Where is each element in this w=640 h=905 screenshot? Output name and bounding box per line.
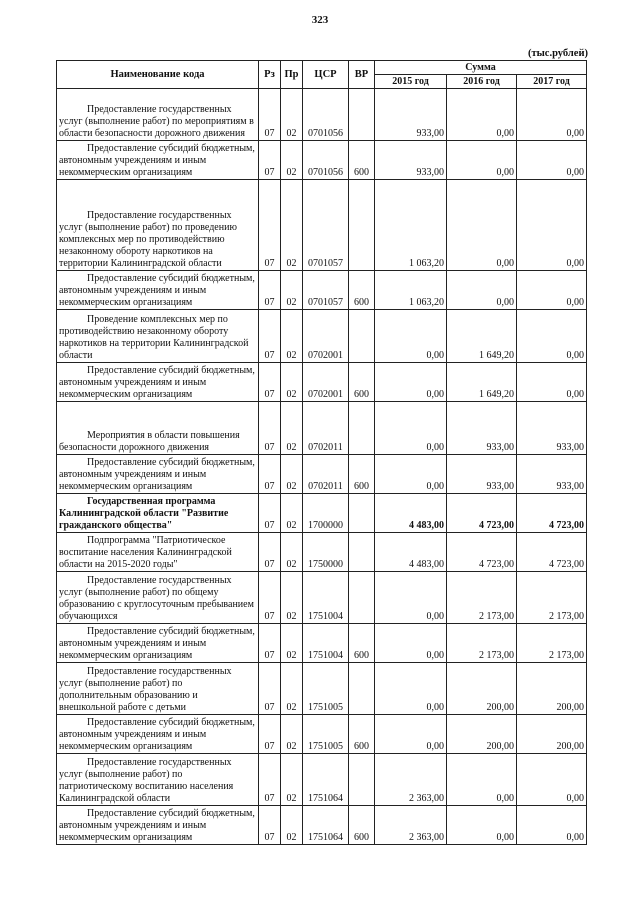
row-vr: 600 [349, 624, 375, 663]
row-csr: 1751064 [303, 806, 349, 845]
row-name: Предоставление государственных услуг (выполнение работ) по мероприятиям в области безопасности дорожного движения [57, 89, 259, 141]
row-2015: 0,00 [375, 402, 447, 455]
row-rz: 07 [259, 180, 281, 271]
row-name: Мероприятия в области повышения безопасности дорожного движения [57, 402, 259, 455]
row-2017: 200,00 [517, 663, 587, 715]
row-vr [349, 572, 375, 624]
row-2016: 200,00 [447, 663, 517, 715]
row-2016: 2 173,00 [447, 572, 517, 624]
table-row [57, 663, 587, 715]
row-rz: 07 [259, 624, 281, 663]
row-name: Предоставление субсидий бюджетным, автономным учреждениям и иным некоммерческим организациям [57, 806, 259, 845]
row-vr [349, 180, 375, 271]
row-pr: 02 [281, 715, 303, 754]
row-vr [349, 310, 375, 363]
row-pr: 02 [281, 271, 303, 310]
row-rz: 07 [259, 663, 281, 715]
row-csr: 1750000 [303, 533, 349, 572]
table-row [57, 141, 587, 180]
row-2015: 0,00 [375, 663, 447, 715]
row-name: Подпрограмма "Патриотическое воспитание населения Калининградской области на 2015-2020 годы" [57, 533, 259, 572]
row-name: Государственная программа Калининградской области "Развитие гражданского общества" [57, 494, 259, 533]
row-rz: 07 [259, 572, 281, 624]
row-rz: 07 [259, 455, 281, 494]
header-pr: Пр [281, 61, 303, 89]
row-pr: 02 [281, 455, 303, 494]
row-2017: 0,00 [517, 363, 587, 402]
row-name: Предоставление государственных услуг (выполнение работ) по проведению комплексных мер по противодействию незаконному обороту наркотиков на территории Калининградской области [57, 180, 259, 271]
row-vr: 600 [349, 455, 375, 494]
row-vr [349, 89, 375, 141]
table-row [57, 533, 587, 572]
row-2016: 0,00 [447, 754, 517, 806]
row-vr [349, 494, 375, 533]
row-2017: 2 173,00 [517, 572, 587, 624]
row-2015: 0,00 [375, 310, 447, 363]
row-rz: 07 [259, 533, 281, 572]
row-2017: 200,00 [517, 715, 587, 754]
row-2017: 2 173,00 [517, 624, 587, 663]
row-2017: 0,00 [517, 310, 587, 363]
row-name: Предоставление субсидий бюджетным, автономным учреждениям и иным некоммерческим организациям [57, 624, 259, 663]
table-row [57, 455, 587, 494]
row-name: Предоставление субсидий бюджетным, автономным учреждениям и иным некоммерческим организациям [57, 141, 259, 180]
row-csr: 0702011 [303, 402, 349, 455]
table-row [57, 310, 587, 363]
row-rz: 07 [259, 715, 281, 754]
row-rz: 07 [259, 89, 281, 141]
table-row [57, 494, 587, 533]
row-2015: 4 483,00 [375, 533, 447, 572]
row-pr: 02 [281, 363, 303, 402]
row-pr: 02 [281, 402, 303, 455]
header-2017: 2017 год [517, 75, 587, 89]
row-rz: 07 [259, 310, 281, 363]
row-2016: 933,00 [447, 455, 517, 494]
row-2015: 4 483,00 [375, 494, 447, 533]
row-pr: 02 [281, 141, 303, 180]
row-2015: 0,00 [375, 455, 447, 494]
row-csr: 1751005 [303, 663, 349, 715]
row-2015: 0,00 [375, 715, 447, 754]
row-pr: 02 [281, 806, 303, 845]
row-csr: 1751004 [303, 572, 349, 624]
table-body [57, 89, 587, 845]
row-2016: 1 649,20 [447, 363, 517, 402]
row-2015: 1 063,20 [375, 180, 447, 271]
row-vr: 600 [349, 271, 375, 310]
row-2015: 0,00 [375, 624, 447, 663]
row-pr: 02 [281, 624, 303, 663]
row-2017: 933,00 [517, 455, 587, 494]
row-csr: 0702001 [303, 310, 349, 363]
row-2015: 933,00 [375, 89, 447, 141]
header-vr: ВР [349, 61, 375, 89]
units-label: (тыс.рублей) [527, 48, 588, 59]
row-name: Предоставление государственных услуг (выполнение работ) по дополнительным образованию и внешкольной работе с детьми [57, 663, 259, 715]
table-row [57, 624, 587, 663]
row-2017: 0,00 [517, 806, 587, 845]
table-row [57, 89, 587, 141]
row-pr: 02 [281, 89, 303, 141]
row-rz: 07 [259, 363, 281, 402]
row-2016: 2 173,00 [447, 624, 517, 663]
row-csr: 1751005 [303, 715, 349, 754]
row-pr: 02 [281, 180, 303, 271]
row-2016: 4 723,00 [447, 494, 517, 533]
row-2016: 0,00 [447, 89, 517, 141]
row-csr: 0701056 [303, 89, 349, 141]
row-2017: 0,00 [517, 754, 587, 806]
row-vr: 600 [349, 141, 375, 180]
row-2015: 2 363,00 [375, 754, 447, 806]
row-2015: 2 363,00 [375, 806, 447, 845]
row-2015: 0,00 [375, 572, 447, 624]
row-vr [349, 663, 375, 715]
row-2017: 0,00 [517, 271, 587, 310]
row-2016: 0,00 [447, 141, 517, 180]
row-rz: 07 [259, 806, 281, 845]
row-2016: 0,00 [447, 180, 517, 271]
row-2015: 1 063,20 [375, 271, 447, 310]
table-row [57, 572, 587, 624]
row-name: Предоставление субсидий бюджетным, автономным учреждениям и иным некоммерческим организациям [57, 363, 259, 402]
row-csr: 1700000 [303, 494, 349, 533]
row-vr [349, 754, 375, 806]
row-rz: 07 [259, 141, 281, 180]
row-2015: 933,00 [375, 141, 447, 180]
row-2017: 0,00 [517, 141, 587, 180]
row-2017: 933,00 [517, 402, 587, 455]
header-2016: 2016 год [447, 75, 517, 89]
row-2016: 4 723,00 [447, 533, 517, 572]
row-name: Предоставление государственных услуг (выполнение работ) по общему образованию с круглосуточным пребыванием обучающихся [57, 572, 259, 624]
row-csr: 0701057 [303, 271, 349, 310]
table-row [57, 754, 587, 806]
table-row [57, 806, 587, 845]
row-2017: 0,00 [517, 89, 587, 141]
row-pr: 02 [281, 754, 303, 806]
row-pr: 02 [281, 663, 303, 715]
row-vr [349, 402, 375, 455]
row-2016: 0,00 [447, 271, 517, 310]
header-2015: 2015 год [375, 75, 447, 89]
row-pr: 02 [281, 494, 303, 533]
row-name: Предоставление субсидий бюджетным, автономным учреждениям и иным некоммерческим организациям [57, 715, 259, 754]
table-row [57, 271, 587, 310]
row-name: Предоставление субсидий бюджетным, автономным учреждениям и иным некоммерческим организациям [57, 455, 259, 494]
table-row [57, 402, 587, 455]
row-2016: 933,00 [447, 402, 517, 455]
row-csr: 0701056 [303, 141, 349, 180]
row-2016: 200,00 [447, 715, 517, 754]
row-2017: 4 723,00 [517, 533, 587, 572]
row-rz: 07 [259, 271, 281, 310]
row-csr: 0702001 [303, 363, 349, 402]
row-pr: 02 [281, 572, 303, 624]
row-rz: 07 [259, 494, 281, 533]
row-name: Проведение комплексных мер по противодействию незаконному обороту наркотиков на территории Калининградской области [57, 310, 259, 363]
row-csr: 1751064 [303, 754, 349, 806]
table-row [57, 715, 587, 754]
row-pr: 02 [281, 310, 303, 363]
row-vr [349, 533, 375, 572]
row-2016: 1 649,20 [447, 310, 517, 363]
row-csr: 1751004 [303, 624, 349, 663]
page-number: 323 [311, 14, 329, 26]
row-csr: 0702011 [303, 455, 349, 494]
header-csr: ЦСР [303, 61, 349, 89]
row-vr: 600 [349, 806, 375, 845]
row-csr: 0701057 [303, 180, 349, 271]
row-rz: 07 [259, 402, 281, 455]
header-name: Наименование кода [57, 61, 259, 89]
row-vr: 600 [349, 363, 375, 402]
row-2015: 0,00 [375, 363, 447, 402]
budget-table [56, 60, 587, 845]
row-vr: 600 [349, 715, 375, 754]
table-row [57, 363, 587, 402]
row-2017: 4 723,00 [517, 494, 587, 533]
row-name: Предоставление государственных услуг (выполнение работ) по патриотическому воспитанию населения Калининградской области [57, 754, 259, 806]
row-2016: 0,00 [447, 806, 517, 845]
row-rz: 07 [259, 754, 281, 806]
row-2017: 0,00 [517, 180, 587, 271]
row-pr: 02 [281, 533, 303, 572]
header-sum: Сумма [375, 61, 587, 75]
row-name: Предоставление субсидий бюджетным, автономным учреждениям и иным некоммерческим организациям [57, 271, 259, 310]
header-rz: Рз [259, 61, 281, 89]
table-row [57, 180, 587, 271]
